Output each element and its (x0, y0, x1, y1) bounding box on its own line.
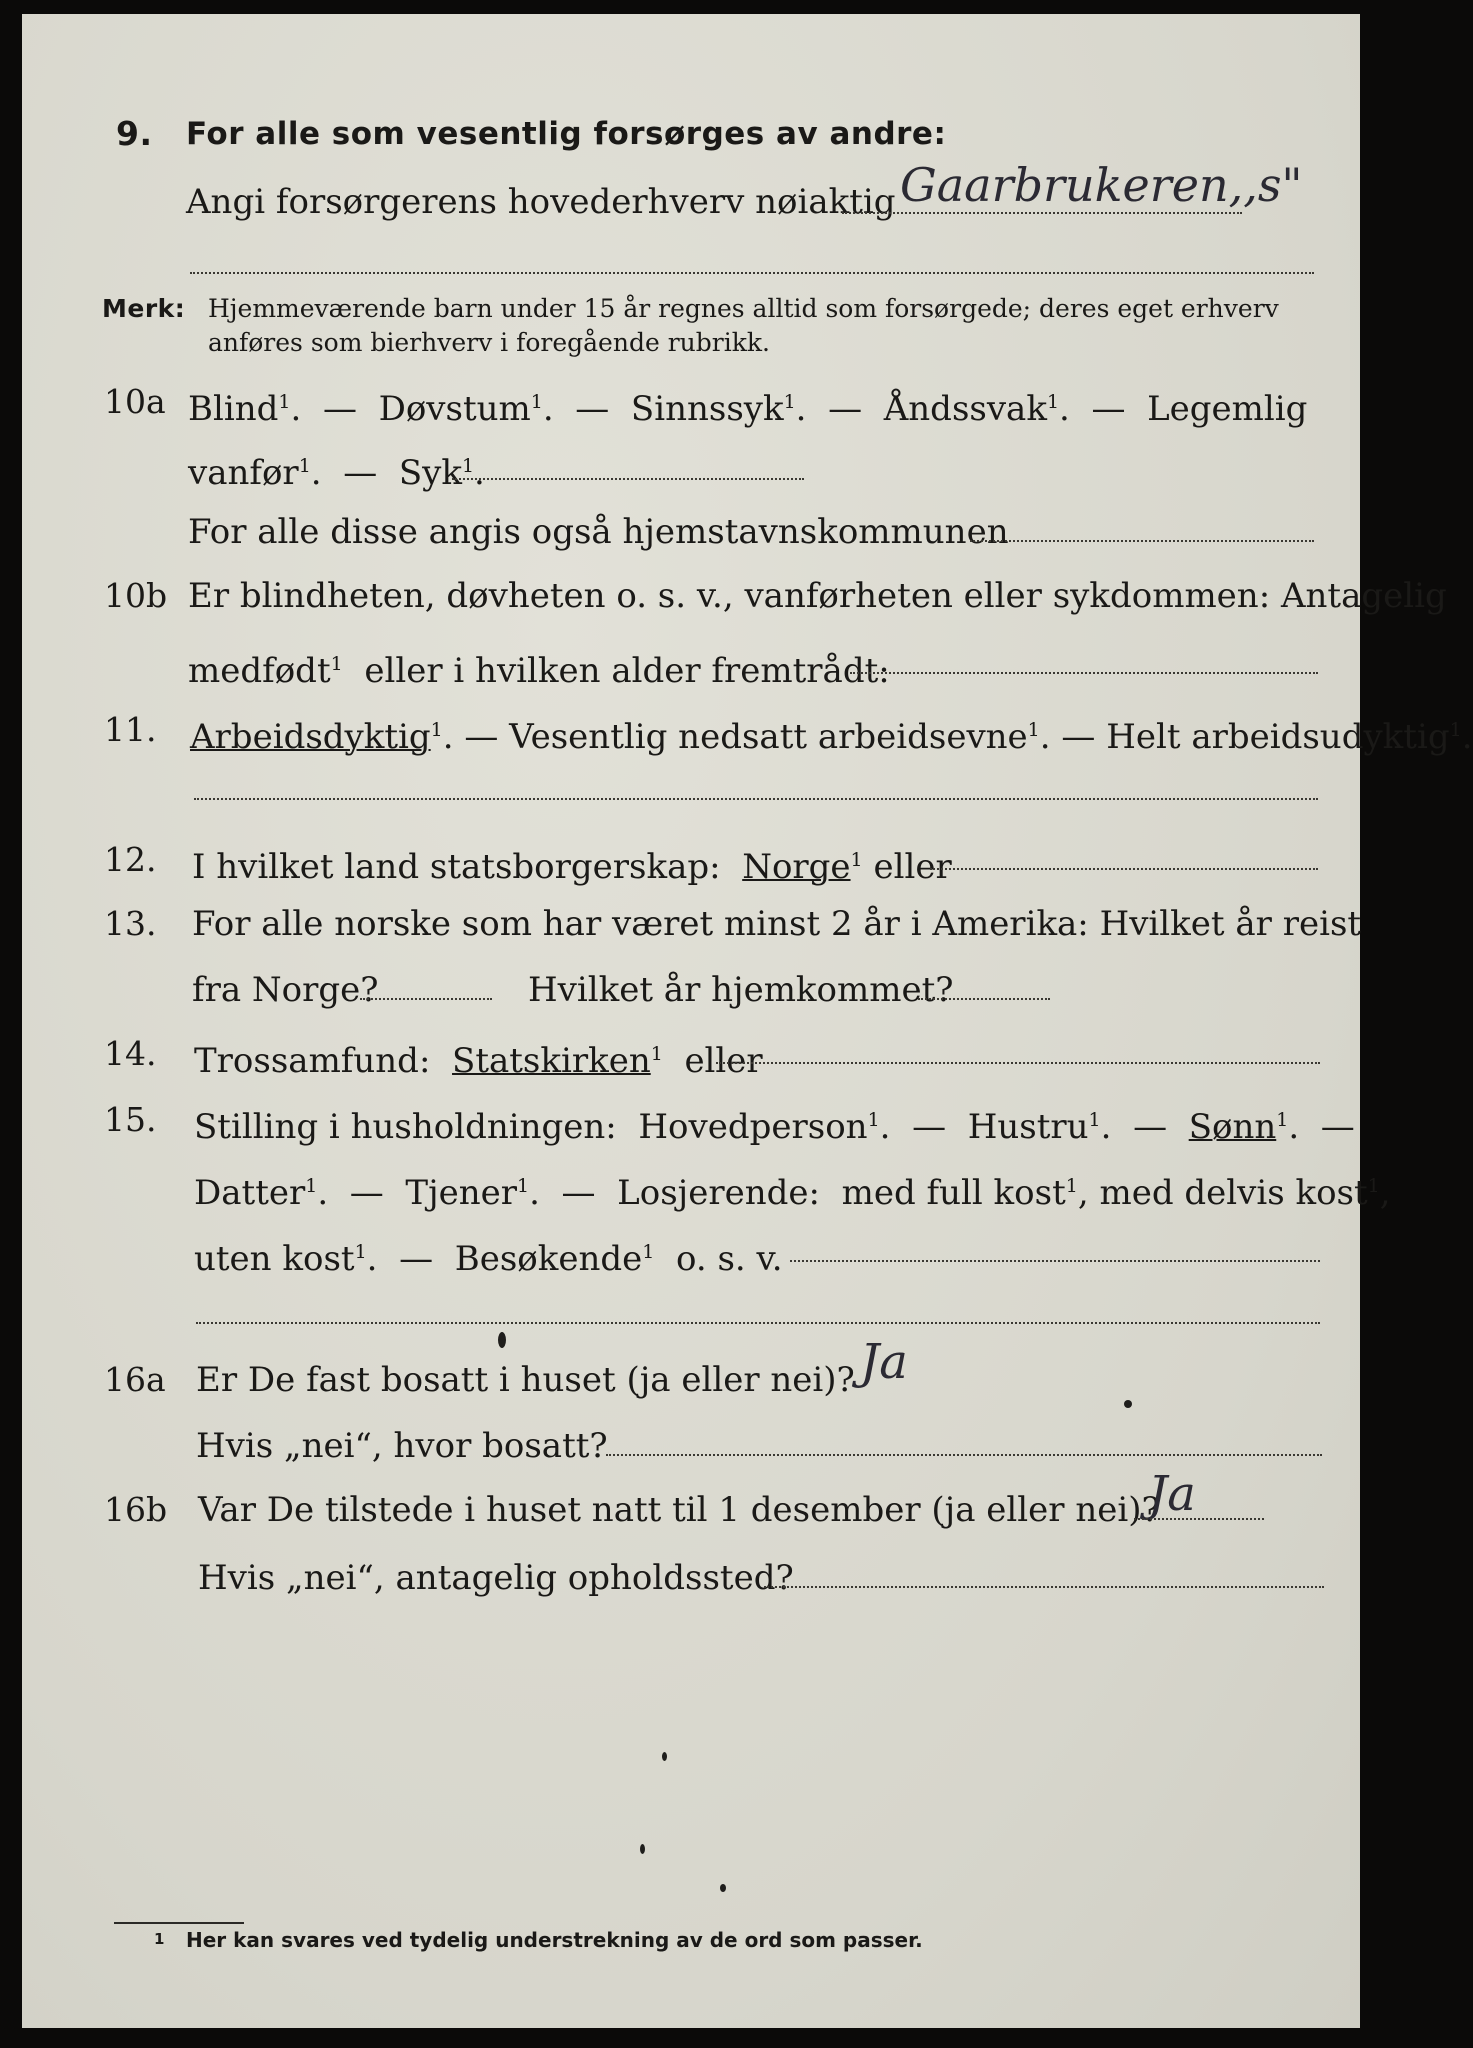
q16b-question: Var De tilstede i huset natt til 1 desember (ja eller nei)? (198, 1490, 1160, 1530)
q16b-number: 16b (104, 1490, 168, 1529)
q12-answer-line (930, 868, 1318, 870)
merk-line-2: anføres som bierhverv i foregående rubrikk. (208, 328, 770, 357)
q10b-number: 10b (104, 576, 168, 615)
q16a-hvis-line (606, 1454, 1322, 1456)
q10b-line-1: Er blindheten, døvheten o. s. v., vanførheten eller sykdommen: Antagelig (188, 576, 1447, 616)
q10a-line-1: Blind$^1$. — Døvstum$^1$. — Sinnssyk$^1$. — Åndssvak$^1$. — Legemlig (188, 389, 1308, 429)
footnote-text: Her kan svares ved tydelig understrekning av de ord som passer. (186, 1928, 923, 1952)
q15-line-2: Datter$^1$. — Tjener$^1$. — Losjerende: med full kost$^1$, med delvis kost$^1$, (194, 1173, 1391, 1213)
q16a-question: Er De fast bosatt i huset (ja eller nei)? (196, 1360, 855, 1400)
q14-answer-line (716, 1062, 1320, 1064)
q13-hjemkommet-line (918, 998, 1050, 1000)
q13-number: 13. (104, 904, 157, 943)
q16a-hvis: Hvis „nei“, hvor bosatt? (196, 1426, 608, 1466)
q11-answer-line (194, 798, 1318, 800)
q16a-answer-handwriting: Ja (860, 1334, 908, 1390)
q15-line-3: uten kost$^1$. — Besøkende$^1$ o. s. v. (194, 1239, 783, 1279)
merk-line-1: Hjemmeværende barn under 15 år regnes alltid som forsørgede; deres eget erhverv (208, 294, 1279, 323)
q9-number: 9. (116, 114, 153, 153)
q15-answer-line-2 (196, 1322, 1320, 1324)
q12-norge-underlined: Norge (742, 847, 851, 887)
q12-number: 12. (104, 840, 157, 879)
ink-mark (662, 1752, 667, 1761)
q11-line: Arbeidsdyktig$^1$. — Vesentlig nedsatt arbeidsevne$^1$. — Helt arbeidsudyktig$^1$. (190, 717, 1473, 757)
q13-line-1: For alle norske som har været minst 2 år i Amerika: Hvilket år reist (192, 904, 1362, 944)
q9-label: Angi forsørgerens hovederhverv nøiaktig (186, 182, 896, 222)
q9-answer-line (842, 212, 1242, 214)
q9-title: For alle som vesentlig forsørges av andre: (186, 116, 947, 152)
q15-line-1: Stilling i husholdningen: Hovedperson$^1$. — Hustru$^1$. — Sønn$^1$. — (194, 1107, 1355, 1147)
ink-mark (498, 1332, 506, 1348)
q11-number: 11. (104, 710, 157, 749)
q12-line: I hvilket land statsborgerskap: Norge$^1$ eller (192, 847, 952, 887)
ink-mark (1124, 1400, 1132, 1408)
q14-number: 14. (104, 1034, 157, 1073)
q13-reist: fra Norge? (192, 970, 379, 1010)
q10a-syk-line (452, 478, 804, 480)
q16b-answer-line (1134, 1518, 1264, 1520)
q14-line: Trossamfund: Statskirken$^1$ eller (194, 1041, 763, 1081)
q10a-hjemstavn: For alle disse angis også hjemstavnskommunen (188, 512, 1009, 552)
q15-sonn-underlined: Sønn (1188, 1107, 1277, 1147)
q16b-hvis-line (764, 1586, 1324, 1588)
q13-hjemkommet: Hvilket år hjemkommet? (528, 970, 954, 1010)
q15-answer-line (790, 1260, 1320, 1262)
q16b-hvis: Hvis „nei“, antagelig opholdssted? (198, 1558, 794, 1598)
ink-mark (640, 1844, 645, 1854)
q10b-answer-line (850, 672, 1318, 674)
ink-mark (720, 1884, 726, 1892)
q13-reist-line (360, 998, 492, 1000)
q10a-line-2: vanfør$^1$. — Syk$^1$. (188, 453, 485, 493)
q11-arbeidsdyktig-underlined: Arbeidsdyktig (190, 717, 431, 757)
q14-statskirken-underlined: Statskirken (452, 1041, 651, 1081)
q10b-line-2: medfødt$^1$ eller i hvilken alder fremtrådt: (188, 651, 890, 691)
q16a-number: 16a (104, 1360, 166, 1399)
q10a-number: 10a (104, 382, 166, 421)
q16b-answer-handwriting: Ja (1148, 1466, 1196, 1522)
q9-answer-line-2 (190, 272, 1314, 274)
footnote-mark: 1 (154, 1930, 165, 1948)
q15-number: 15. (104, 1100, 157, 1139)
footnote-rule (114, 1922, 244, 1924)
q9-answer-handwriting: Gaarbrukeren,,s" (900, 158, 1303, 212)
merk-label: Merk: (102, 294, 186, 323)
q10a-hjemstavn-line (970, 540, 1314, 542)
